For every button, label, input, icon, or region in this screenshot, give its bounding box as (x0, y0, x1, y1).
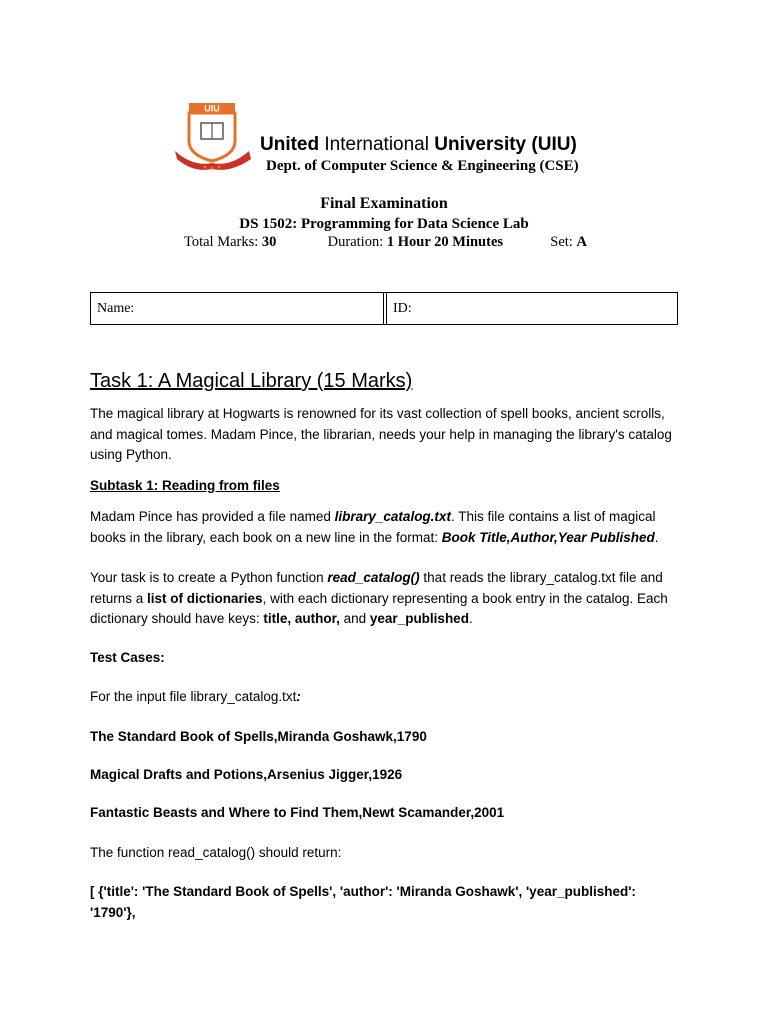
svg-text:UIU: UIU (204, 103, 220, 114)
student-info-table (90, 292, 678, 325)
exam-title: Final Examination (320, 195, 448, 212)
id-field[interactable]: ID: (386, 293, 677, 324)
course-title: DS 1502: Programming for Data Science Lab (239, 216, 529, 232)
task-heading: Task 1: A Magical Library (15 Marks) (90, 370, 413, 392)
exam-meta: Total Marks: 30 Duration: 1 Hour 20 Minutes Set: A (184, 234, 587, 250)
input-file-line: For the input file library_catalog.txt: (90, 689, 301, 704)
book-line-1: The Standard Book of Spells,Miranda Goshawk,1790 (90, 729, 427, 744)
test-cases-label: Test Cases: (90, 650, 165, 665)
department-name: Dept. of Computer Science & Engineering (CSE) (266, 158, 579, 174)
subtask-paragraph-2: Your task is to create a Python function read_catalog() that reads the library_catalog.txt file and returns a list of dictionaries, with each dictionary representing a book entry in the catalog. Each dictionary should have keys: title, author, and year_published. (90, 570, 668, 626)
book-line-3: Fantastic Beasts and Where to Find Them,Newt Scamander,2001 (90, 805, 505, 820)
subtask-title: Subtask 1: Reading from files (90, 478, 280, 493)
subtask-paragraph-1: Madam Pince has provided a file named library_catalog.txt. This file contains a list of magical books in the library, each book on a new line in the format: Book Title,Author,Year Published. (90, 509, 659, 545)
return-value: [ {'title': 'The Standard Book of Spells', 'author': 'Miranda Goshawk', 'year_published': '1790'}, (90, 884, 636, 920)
name-field[interactable]: Name: (91, 293, 384, 324)
book-line-2: Magical Drafts and Potions,Arsenius Jigger,1926 (90, 767, 403, 782)
return-line: The function read_catalog() should return: (90, 845, 342, 860)
university-name: United International University (UIU) (260, 134, 577, 155)
uiu-logo (173, 101, 255, 173)
task-intro: The magical library at Hogwarts is renowned for its vast collection of spell books, ancient scrolls, and magical tomes. Madam Pince, the librarian, needs your help in managing the library's catalog using Python. (90, 406, 672, 462)
